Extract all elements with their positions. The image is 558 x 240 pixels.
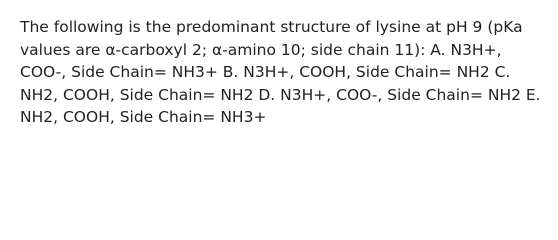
- question-text: The following is the predominant structure of lysine at pH 9 (pKa values are α-carboxyl 2; α-amino 10; side chain 11): A. N3H+, COO-, Side Chain= NH3+ B. N3H+, COOH, Side Chain= NH2 C. NH2, COOH, Side Chain= NH2 D. N3H+, COO-, Side Chain= NH2 E. NH2, COOH, Side Chain= NH3+: [20, 18, 541, 126]
